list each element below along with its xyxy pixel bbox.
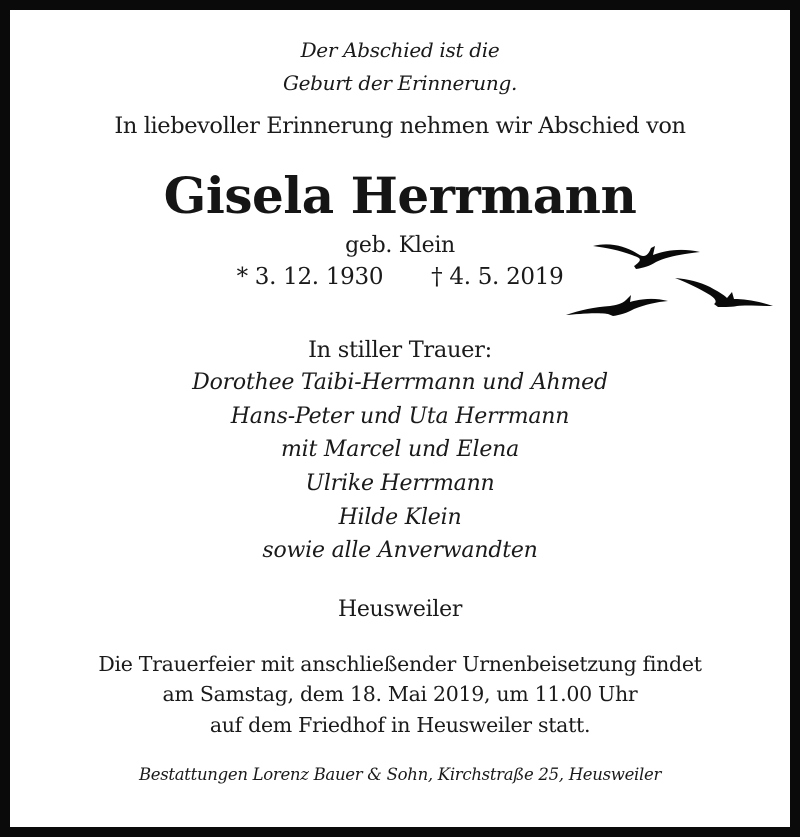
motto-line-1: Der Abschied ist die (300, 38, 500, 62)
motto-line-2: Geburt der Erinnerung. (282, 71, 518, 95)
mourner-line: Hans-Peter und Uta Herrmann (230, 404, 570, 429)
mourner-line: sowie alle Anverwandten (262, 538, 538, 563)
maiden-name: geb. Klein (345, 233, 455, 258)
intro-text: In liebevoller Erinnerung nehmen wir Abschied von (114, 113, 686, 139)
deceased-name: Gisela Herrmann (163, 166, 637, 225)
birth-date: * 3. 12. 1930 (236, 264, 384, 290)
mourner-line: mit Marcel und Elena (280, 437, 520, 462)
mourner-line: Hilde Klein (338, 505, 462, 530)
mourner-line: Ulrike Herrmann (305, 471, 495, 496)
ceremony-line: am Samstag, dem 18. Mai 2019, um 11.00 Uhr (162, 682, 638, 706)
place-name: Heusweiler (337, 597, 463, 622)
death-date: † 4. 5. 2019 (431, 264, 564, 290)
ceremony-line: auf dem Friedhof in Heusweiler statt. (209, 713, 591, 737)
mourner-line: Dorothee Taibi-Herrmann und Ahmed (192, 370, 608, 395)
funeral-home: Bestattungen Lorenz Bauer & Sohn, Kirchstraße 25, Heusweiler (138, 765, 662, 784)
ceremony-line: Die Trauerfeier mit anschließender Urnenbeisetzung findet (98, 652, 702, 676)
life-dates (10, 264, 790, 290)
mourners-heading: In stiller Trauer: (308, 337, 492, 363)
